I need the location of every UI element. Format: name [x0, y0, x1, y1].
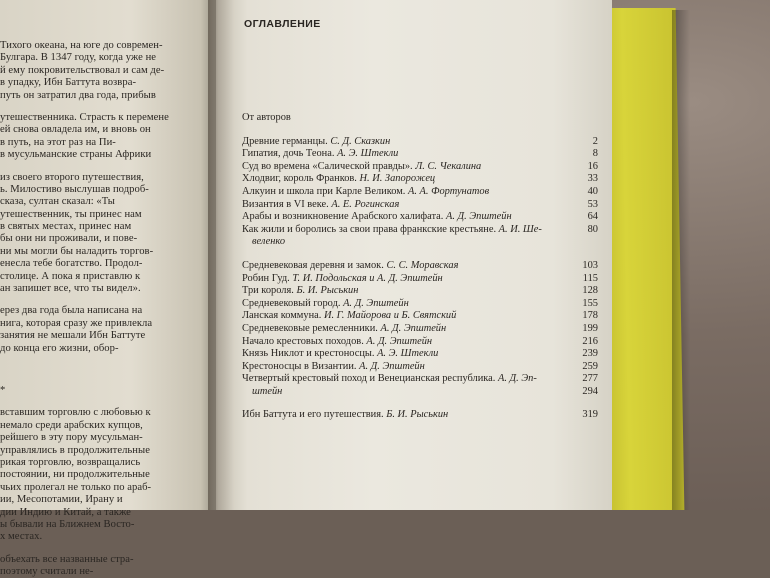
toc-entry-author: А. Е. Рогинская: [331, 198, 400, 210]
toc-entry: [242, 409, 600, 422]
left-page-line: в упадку, Ибн Баттута возвра-: [0, 77, 137, 89]
toc-entry-author: штейн: [252, 385, 283, 397]
left-page-line: поэтому считали не-: [0, 566, 94, 578]
toc-entry-title: [242, 173, 435, 184]
left-page-line: дии Индию и Китай, а также: [0, 506, 131, 518]
toc-entry-title-text: Четвертый крестовый поход и Венецианская республика.: [242, 373, 496, 385]
toc-entry-title: [242, 298, 409, 309]
toc-entry-title: [242, 348, 438, 359]
toc-entry-author: Л. С. Чекалина: [415, 160, 482, 172]
toc-entry-page: 16: [587, 160, 598, 172]
left-page-line: [0, 375, 214, 385]
toc-entry-title-text: Византия в VI веке.: [242, 198, 329, 210]
toc-entry-title: [242, 273, 443, 284]
table-of-contents: [242, 112, 600, 422]
toc-entry: [242, 361, 600, 374]
toc-entry-title-text: Суд во времена «Салической правды».: [242, 160, 413, 172]
toc-entry: [242, 310, 600, 323]
toc-entry-page: 2: [592, 135, 598, 147]
left-page-line: занятия не мешали Ибн Баттуте: [0, 330, 146, 342]
toc-entry-title: [242, 186, 489, 197]
left-page-line: в святых местах, принес нам: [0, 221, 132, 233]
toc-entry: [242, 199, 600, 212]
toc-entry: [242, 273, 600, 286]
left-page-line: енесла тебе богатство. Продол-: [0, 258, 143, 270]
toc-entry-page: 216: [582, 335, 598, 347]
toc-entry-title: [252, 236, 285, 247]
toc-entry-title-text: Начало крестовых походов.: [242, 335, 364, 347]
left-page-line: вставшим торговлю с любовью к: [0, 407, 151, 419]
toc-entry-author: С. Д. Сказкин: [330, 135, 391, 147]
toc-entry: [242, 386, 600, 399]
book-gutter: [208, 0, 234, 510]
toc-entry: [242, 236, 600, 249]
toc-entry-author: Б. И. Рыськин: [386, 409, 449, 421]
left-page-line: Тихого океана, на юге до современ-: [0, 40, 163, 51]
toc-entry-page: 178: [582, 310, 598, 322]
toc-entry-title: [242, 361, 425, 372]
toc-entry: [242, 323, 600, 336]
left-page-line: ей снова овладела им, и вновь он: [0, 124, 151, 136]
left-page-text: [0, 40, 214, 578]
left-page-line: [0, 544, 214, 554]
toc-entry: [242, 260, 600, 273]
toc-entry-title: [242, 112, 291, 123]
toc-entry-title: [242, 323, 446, 334]
toc-entry-page: 319: [582, 409, 598, 421]
left-page: [0, 0, 218, 578]
toc-entry-author: Н. И. Запорожец: [359, 173, 436, 185]
left-page-line: [0, 102, 214, 112]
toc-entry-page: 259: [582, 360, 598, 372]
toc-entry-title-text: Средневековый город.: [242, 297, 341, 309]
left-page-line: бы они ни проживали, и пове-: [0, 233, 138, 245]
toc-entry-author: А. Д. Эп-: [498, 373, 537, 385]
toc-entry-page: 33: [587, 173, 598, 185]
left-page-line: столице. А пока я приставлю к: [0, 270, 141, 282]
toc-entry-title: [242, 224, 542, 235]
toc-entry: [242, 173, 600, 186]
left-page-line: [0, 397, 214, 407]
toc-entry-title: [242, 336, 432, 347]
toc-entry: [242, 373, 600, 386]
left-page-line: немало среди арабских купцов,: [0, 419, 143, 431]
toc-entry-author: А. И. Ше-: [498, 223, 542, 235]
left-page-line: й ему покровительствовал и сам де-: [0, 64, 165, 76]
toc-entry-title-text: От авторов: [242, 112, 291, 123]
toc-entry-title-text: Крестоносцы в Византии.: [242, 360, 357, 372]
toc-entry-title-text: Средневековые ремесленники.: [242, 322, 378, 334]
toc-entry-author: А. Э. Штекли: [337, 148, 399, 160]
toc-entry-title-text: Как жили и боролись за свои права франкские крестьяне.: [242, 223, 497, 235]
cover-shadow: [672, 10, 690, 510]
left-page-line: [0, 295, 214, 305]
toc-entry-page: 155: [582, 297, 598, 309]
toc-entry-title-text: Арабы и возникновение Арабского халифата.: [242, 211, 444, 223]
toc-entry-page: 277: [582, 373, 598, 385]
toc-entry-page: 128: [582, 285, 598, 297]
toc-entry-title: [242, 148, 398, 159]
toc-entry-page: 294: [582, 385, 598, 397]
left-page-line: сказа, султан сказал: «Ты: [0, 196, 115, 208]
toc-entry-page: 239: [582, 348, 598, 360]
toc-entry-title-text: Алкуин и школа при Карле Великом.: [242, 185, 406, 197]
left-page-line: ы бывали на Ближнем Восто-: [0, 518, 135, 530]
toc-entry-author: веленко: [252, 236, 286, 248]
toc-entry-author: А. Д. Эпштейн: [343, 297, 409, 309]
left-page-line: *: [0, 384, 6, 396]
toc-entry-author: С. С. Моравская: [386, 259, 459, 271]
toc-entry: [242, 112, 600, 125]
left-page-line: путь он затратил два года, прибыв: [0, 89, 156, 101]
toc-entry-title: [242, 373, 537, 384]
toc-entry: [242, 148, 600, 161]
toc-entry-author: И. Г. Майорова и Б. Святский: [323, 310, 457, 322]
toc-entry-title: [242, 285, 358, 296]
toc-entry-title-text: Ланская коммуна.: [242, 310, 322, 322]
toc-entry-page: 80: [587, 223, 598, 235]
toc-entry-title: [242, 161, 481, 172]
left-page-line: управлялись в продолжительные: [0, 444, 150, 456]
left-page-line: рейшего в эту пору мусульман-: [0, 432, 143, 444]
toc-entry-author: А. Д. Эпштейн: [366, 335, 433, 347]
toc-entry-page: 115: [582, 272, 598, 284]
left-page-line: [0, 355, 214, 365]
toc-entry-author: А. Д. Эпштейн: [380, 322, 447, 334]
left-page-line: х местах.: [0, 531, 43, 543]
toc-entry: [242, 348, 600, 361]
left-page-line: рикая торговлю, возвращались: [0, 456, 141, 468]
left-page-line: объехать все названные стра-: [0, 553, 134, 565]
toc-entry-page: 40: [587, 185, 598, 197]
left-page-line: ь. Милостиво выслушав подроб-: [0, 183, 149, 195]
toc-entry-page: 199: [582, 322, 598, 334]
left-page-line: постоянии, ни продолжительные: [0, 469, 150, 481]
left-page-line: ерез два года была написана на: [0, 305, 143, 317]
toc-entry: [242, 224, 600, 237]
toc-entry-title-text: Князь Никлот и крестоносцы.: [242, 348, 375, 360]
toc-entry: [242, 211, 600, 224]
toc-heading: ОГЛАВЛЕНИЕ: [244, 18, 321, 30]
toc-entry: [242, 298, 600, 311]
toc-entry-author: Т. И. Подольская и А. Д. Эпштейн: [292, 272, 443, 284]
toc-entry-title-text: Три короля.: [242, 285, 294, 297]
left-page-line: ан запишет все, что ты видел».: [0, 283, 141, 295]
toc-entry-title-text: Хлодвиг, король Франков.: [242, 173, 357, 185]
toc-entry-title: [242, 136, 390, 147]
toc-entry-page: 103: [582, 259, 598, 271]
toc-entry: [242, 136, 600, 149]
right-page: [216, 0, 612, 510]
left-page-line: в мусульманские страны Африки: [0, 149, 152, 161]
left-page-line: до конца его жизни, обор-: [0, 342, 119, 354]
toc-entry-title-text: Древние германцы.: [242, 135, 328, 147]
left-page-line: из своего второго путешествия,: [0, 171, 144, 183]
toc-entry-author: А. А. Фортунатов: [408, 185, 490, 197]
left-page-line: [0, 162, 214, 172]
toc-entry-title-text: Средневековая деревня и замок.: [242, 259, 384, 271]
toc-entry-page: 53: [587, 198, 598, 210]
left-page-line: утешественника. Страсть к перемене: [0, 111, 169, 123]
toc-entry: [242, 186, 600, 199]
toc-entry-author: А. Д. Эпштейн: [445, 211, 512, 223]
toc-entry: [242, 161, 600, 174]
toc-entry-author: Б. И. Рыськин: [296, 285, 359, 297]
toc-entry-title: [242, 409, 448, 420]
toc-entry-title: [242, 260, 458, 271]
toc-entry-title: [252, 386, 282, 397]
toc-entry: [242, 336, 600, 349]
toc-entry-author: А. Д. Эпштейн: [359, 360, 425, 372]
left-page-line: чьих пролегал не только по араб-: [0, 481, 152, 493]
toc-entry-title-text: Ибн Баттута и его путешествия.: [242, 409, 384, 421]
toc-entry-page: 64: [587, 211, 598, 223]
left-page-line: [0, 365, 214, 375]
left-page-line: ни мы могли бы наладить торгов-: [0, 245, 154, 257]
toc-entry-author: А. Э. Штекли: [377, 348, 439, 360]
left-page-line: нига, которая сразу же привлекла: [0, 317, 153, 329]
left-page-line: ии, Месопотамии, Ирану и: [0, 494, 123, 506]
toc-entry-title: [242, 310, 456, 321]
toc-entry-title: [242, 199, 399, 210]
toc-entry: [242, 285, 600, 298]
left-page-line: Булгара. В 1347 году, когда уже не: [0, 52, 157, 64]
left-page-line: утешественник, ты принес нам: [0, 208, 142, 220]
left-page-line: в путь, на этот раз на Пи-: [0, 136, 116, 148]
toc-entry-title: [242, 211, 512, 222]
toc-entry-title-text: Робин Гуд.: [242, 272, 290, 284]
toc-entry-page: 8: [592, 148, 598, 160]
toc-entry-title-text: Гипатия, дочь Теона.: [242, 148, 335, 160]
